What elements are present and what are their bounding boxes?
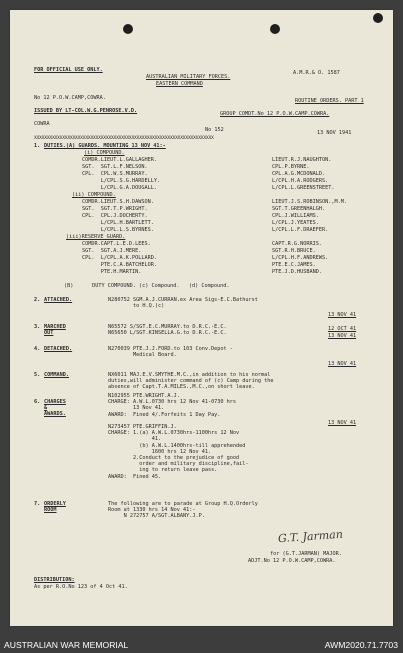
duty-compound-line: (B) DUTY COMPOUND. (c) Compound. (d) Compound. [64,283,230,289]
duty-right: SGT.T.GREENHALGH. [272,206,326,212]
section-number: 3. [34,324,41,330]
place-name: COWRA [34,121,50,127]
orderly-room-heading: ORDERLY ROOM [44,501,66,514]
duty-left: PTE.C.A.BATCHELOR. [82,262,157,268]
marched-out-date: 12 OCT 41 [328,326,357,332]
catalogue-number: AWM2020.71.7703 [324,640,398,650]
attached-date: 13 NOV 41 [328,312,357,318]
duty-left: SGT. SGT.A.J.MERE. [82,248,142,254]
charges-heading: CHARGES & AWARDS. [44,399,66,418]
routine-orders-heading: ROUTINE ORDERS. PART 1 [295,98,364,104]
unit-name: No 12 P.O.W.CAMP,COWRA. [34,95,106,101]
duty-left: SGT. SGT.T.P.WRIGHT. [82,206,148,212]
duty-right: L/CPL.H.F.ANDREWS. [272,255,329,261]
detached-heading: DETACHED. [44,346,73,352]
reference-number: A.M.R.& O. 1587 [293,70,340,76]
marched-out-text: N65572 S/SGT.E.C.MURRAY.to D.R.C.-E.C. N65650 L/SGT.KINSELLA.G.to D.R.C.-E.C. [108,324,227,337]
duty-left: COMDR.CAPT.L.E.D.LEES. [82,241,151,247]
duties-heading: DUTIES.(A) GUARDS. MOUNTING 13 NOV 41:- [44,143,166,149]
command-heading: COMMAND. [44,372,69,378]
duty-right: CAPT.R.G.NORRIS. [272,241,322,247]
document-sheet [10,10,393,626]
duty-right: LIEUT.J.S.ROBINSON.,M.M. [272,199,347,205]
section-number: 4. [34,346,41,352]
compound-ii-heading: (ii) COMPOUND. [72,192,116,198]
duty-left: PTE.H.MARTIN. [82,269,142,275]
duty-right: LIEUT.R.J.NAUGHTON. [272,157,332,163]
signatory-title: ADJT.No 12 P.O.W.CAMP,COWRA. [248,558,336,564]
compound-i-heading: (i) COMPOUND. [84,150,125,156]
duty-right: PTE.E.C.JAMES. [272,262,316,268]
attached-text: N280752 SGM.A.J.CURRAN.ex Area Sigs-E.C.Bathurst to H.Q.(c) [108,297,258,310]
attached-heading: ATTACHED. [44,297,73,303]
x-divider: XXXXXXXXXXXXXXXXXXXXXXXXXXXXXXXXXXXXXXXXXXXXXXXXXXXXXXXXXXXXXXXXXXXXXX [34,136,214,141]
duty-right: PTE.J.D.HUSBAND. [272,269,322,275]
duty-right: L/CPL.L.GREENSTREET. [272,185,335,191]
duty-left: CPL. CPL.J.DOCHERTY. [82,213,148,219]
title-line-2: EASTERN COMMAND [156,81,203,87]
reserve-guard-heading: (iii)RESERVE GUARD. [66,234,126,240]
issued-by: ISSUED BY LT-COL.W.G.PENROSE.V.D. [34,108,138,114]
marched-out-heading: MARCHED OUT [44,324,66,337]
section-number: 7. [34,501,41,507]
duty-left: COMDR.LIEUT.L.GALLAGHER. [82,157,157,163]
detached-text: N270039 PTE.J.J.FORD.to 103 Conv.Depot - Medical Board. [108,346,233,359]
detached-date: 13 NOV 41 [328,361,357,367]
section-number: 2. [34,297,41,303]
duty-left: L/CPL.G.A.DOUGALL. [82,185,157,191]
charges-date: 13 NOV 41 [328,420,357,426]
marched-out-date: 13 NOV 41 [328,333,357,339]
duty-left: CPL. CPL.W.S.MURRAY. [82,171,148,177]
duty-left: CPL. L/CPL.A.K.POLLARD. [82,255,157,261]
order-number: No 152 [205,127,224,133]
duty-left: L/CPL.S.G.HARDELLY. [82,178,161,184]
duty-left: L/CPL.L.S.BYRNES. [82,227,154,233]
distribution-text: As per R.O.No 123 of 4 Oct 41. [34,584,128,590]
charges-text: N102955 PTE.WRIGHT.A.J. CHARGE: A.W.L.0730 hrs 12 Nov 41-0730 hrs 13 Nov 41. AWARD: Fined 4/.Forfeits 1 Day Pay. N273457 PTE.GRIFFIN.J. CHARGE: 1.(a) A.W.L.0730hrs-1100hrs 12 Nov 41. (b) A.W.L.1400hrs-till apprehended 1600 hrs 12 Nov 41. 2.Conduct to the prejudice of good order and military discipline,fail- ing to return leave pass. AWARD: Fined 45. [108,393,249,480]
title-line-1: AUSTRALIAN MILITARY FORCES. [146,74,231,80]
command-text: NX6011 MAJ.E.V.SMYTHE.M.C.,in addition to his normal duties,will administer command of (c) Camp during the absence of Capt.T.A.MILES.,M.C.,on short leave. [108,372,274,391]
order-date: 13 NOV 1941 [317,130,352,136]
section-number: 5. [34,372,41,378]
duty-right: L/CPL.J.YEATES. [272,220,319,226]
section-number: 1. [34,143,41,149]
duty-left: L/CPL.H.BARTLETT. [82,220,154,226]
official-use-header: FOR OFFICIAL USE ONLY. [34,67,103,73]
signature: G.T. Jarman [277,527,344,546]
signatory-name: for (G.T.JARMAN) MAJOR. [270,551,342,557]
orderly-room-text: The following are to parade at Group H.Q.Orderly Room at 1330 hrs 14 Nov 41:- N 272757 A/SGT.ALBANY.J.P. [108,501,258,520]
institution-name: AUSTRALIAN WAR MEMORIAL [4,640,129,650]
routine-orders-document [10,10,393,626]
distribution-heading: DISTRIBUTION: [34,577,75,583]
duty-right: L/CPL.L.F.DRAEFER. [272,227,329,233]
duty-right: SGT.R.H.BRUCE. [272,248,316,254]
group-commandant: GROUP COMDT.No 12 P.O.W.CAMP.COWRA. [220,111,330,117]
archive-footer [0,637,403,653]
duty-left: SGT. SGT.L.F.NELSON. [82,164,148,170]
duty-right: CPL.J.WILLIAMS. [272,213,319,219]
section-number: 6. [34,399,41,405]
duty-right: CPL.P.BYRNE. [272,164,310,170]
duty-right: CPL.A.G.MCDONALD. [272,171,326,177]
duty-right: L/CPL.H.A.RODGERS. [272,178,329,184]
duty-left: COMDR.LIEUT.S.H.DAWSON. [82,199,154,205]
